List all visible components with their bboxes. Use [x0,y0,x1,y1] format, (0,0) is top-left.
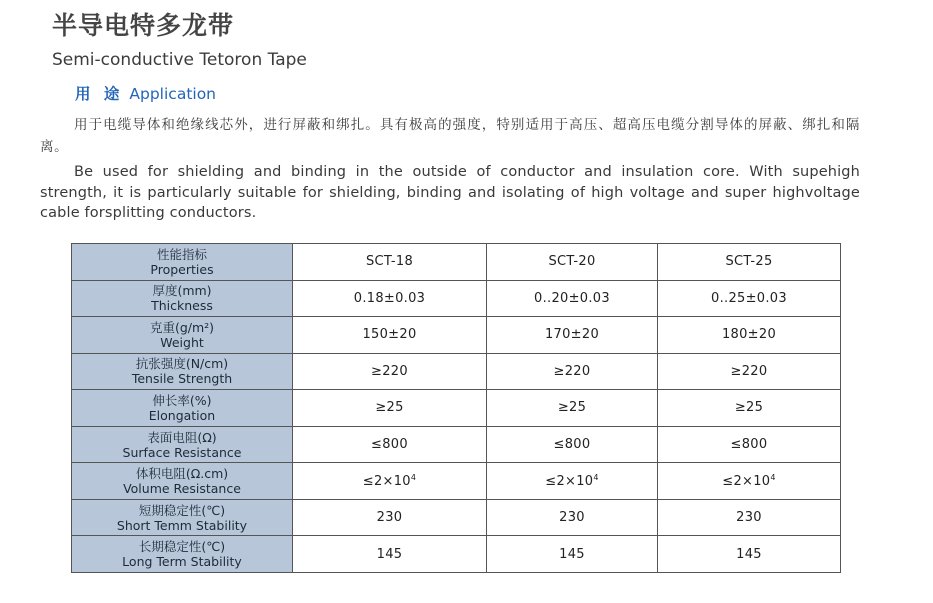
row-label-short-term-stability [72,499,293,536]
page-title-en: Semi-conductive Tetoron Tape [52,50,307,70]
table-cell: 145 [658,536,841,573]
table-header-row [72,244,841,281]
header-sct-18: SCT-18 [293,244,487,281]
row-label-en: Volume Resistance [123,481,241,497]
table-cell: 230 [658,499,841,536]
row-label-en: Weight [160,334,204,350]
row-label-tensile-strength [72,353,293,390]
header-properties-cn: 性能指标 [156,246,207,262]
application-text-cn: 用于电缆导体和绝缘线芯外，进行屏蔽和绑扎。具有极高的强度，特别适用于高压、超高压电缆分割导体的屏蔽、绑扎和隔离。 [40,117,860,155]
row-label-en: Tensile Strength [131,371,233,387]
table-row [72,280,841,317]
header-sct-25: SCT-25 [658,244,841,281]
row-label-cn: 克重(g/m²) [149,319,215,335]
table-cell: 145 [487,536,658,573]
table-cell: 230 [293,499,487,536]
table-row [72,390,841,427]
table-row [72,317,841,354]
table-cell: 0.18±0.03 [293,280,487,317]
row-label-en: Short Temm Stability [116,517,248,533]
row-label-cn: 表面电阻(Ω) [147,429,217,445]
table-cell: ≥25 [487,390,658,427]
row-label-thickness [72,280,293,317]
table-cell: 170±20 [487,317,658,354]
table-cell: ≤800 [658,426,841,463]
row-label-en: Long Term Stability [122,554,242,570]
page-title-cn: 半导电特多龙带 [52,11,235,40]
table-cell: 180±20 [658,317,841,354]
row-label-weight [72,317,293,354]
header-properties-en: Properties [150,261,214,277]
cell-value: ≤2×10 [362,473,411,489]
table-cell: 230 [487,499,658,536]
table-cell: ≥220 [293,353,487,390]
row-label-en: Surface Resistance [122,444,242,460]
table-cell [487,463,658,500]
table-cell: ≤800 [487,426,658,463]
table-cell: 150±20 [293,317,487,354]
row-label-cn: 伸长率(%) [152,392,212,408]
application-heading [75,82,216,104]
row-label-elongation [72,390,293,427]
header-sct-20: SCT-20 [487,244,658,281]
row-label-surface-resistance [72,426,293,463]
row-label-cn: 短期稳定性(℃) [138,502,226,518]
table-cell: ≥25 [658,390,841,427]
row-label-en: Thickness [151,298,213,314]
row-label-cn: 体积电阻(Ω.cm) [135,466,229,482]
table-row [72,463,841,500]
table-cell: ≥220 [658,353,841,390]
cell-exponent: 4 [410,472,417,482]
row-label-cn: 长期稳定性(℃) [138,539,226,555]
row-label-cn: 厚度(mm) [152,283,212,299]
table-cell: 0..25±0.03 [658,280,841,317]
table-row [72,426,841,463]
row-label-long-term-stability [72,536,293,573]
row-label-en: Elongation [148,407,216,423]
table-cell: ≤800 [293,426,487,463]
cell-value: ≤2×10 [722,473,771,489]
table-cell: ≥25 [293,390,487,427]
table-row [72,499,841,536]
table-cell: 0..20±0.03 [487,280,658,317]
cell-exponent: 4 [770,472,776,482]
table-cell: 145 [293,536,487,573]
cell-exponent: 4 [593,472,599,482]
application-heading-cn: 用 途 [75,85,124,103]
application-text-en: Be used for shielding and binding in the outside of conductor and insulation core. With supehigh strength, it is particularly suitable for shielding, binding and isolating of high voltage and super highvoltage cable forsplitting conductors. [40,164,860,221]
application-heading-en: Application [129,85,217,103]
row-label-cn: 抗张强度(N/cm) [135,356,229,372]
cell-value: ≤2×10 [545,473,594,489]
table-row [72,536,841,573]
table-cell [293,463,487,500]
properties-table [71,243,841,573]
row-label-volume-resistance [72,463,293,500]
table-row [72,353,841,390]
header-properties [72,244,293,281]
table-cell [658,463,841,500]
table-cell: ≥220 [487,353,658,390]
